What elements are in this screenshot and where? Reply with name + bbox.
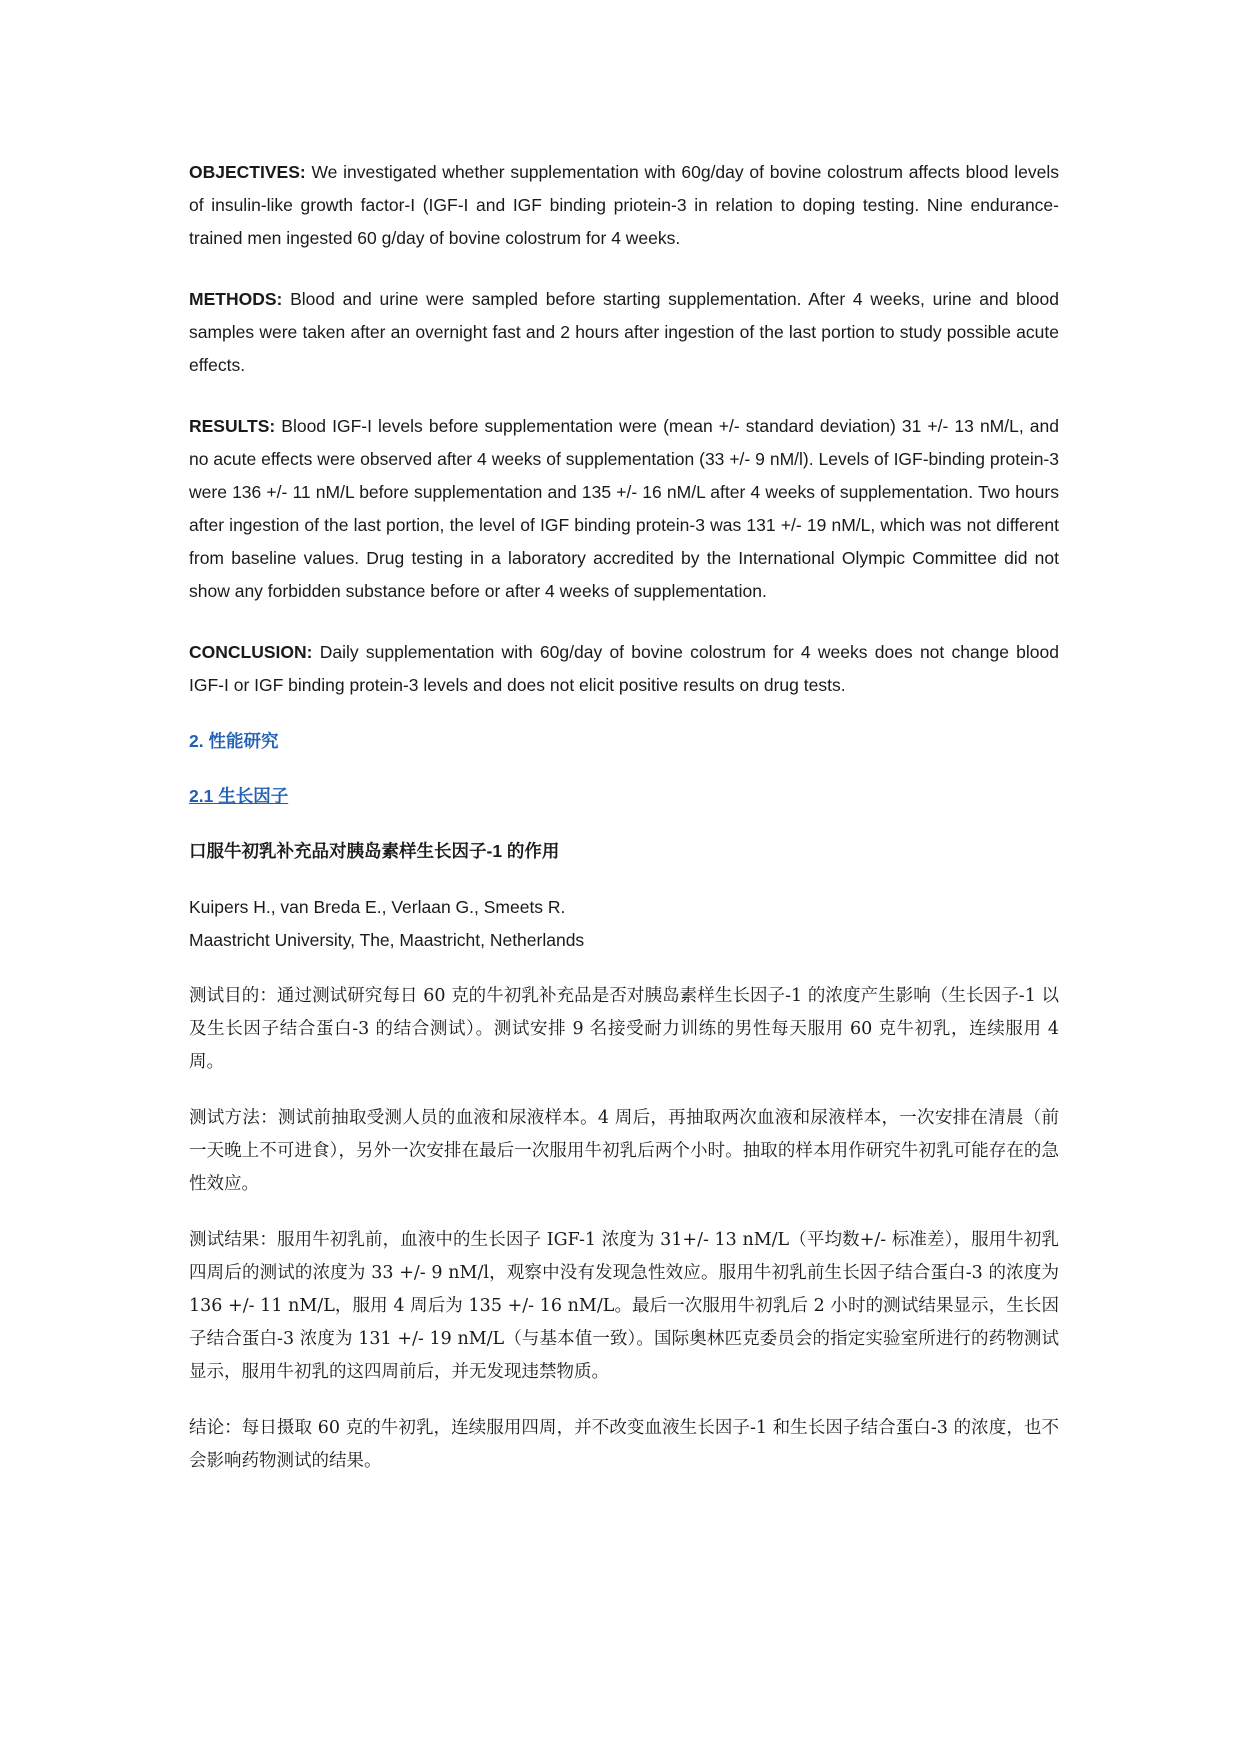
document-page: [189, 156, 1059, 1478]
conclusion-label: CONCLUSION:: [189, 642, 313, 662]
conclusion-text: Daily supplementation with 60g/day of bovine colostrum for 4 weeks does not change blood IGF-I or IGF binding protein-3 levels and does not elicit positive results on drug tests.: [189, 642, 1060, 695]
conclusion-paragraph: [189, 636, 1059, 702]
methods-paragraph: [189, 283, 1059, 382]
results-label: RESULTS:: [189, 416, 276, 436]
objectives-label: OBJECTIVES:: [189, 162, 306, 182]
article-title: 口服牛初乳补充品对胰岛素样生长因子-1 的作用: [189, 841, 560, 861]
affiliation: Maastricht University, The, Maastricht, Netherlands: [189, 930, 585, 950]
zh-conclusion-paragraph: 结论：每日摄取 60 克的牛初乳，连续服用四周，并不改变血液生长因子-1 和生长因子结合蛋白-3 的浓度，也不会影响药物测试的结果。: [189, 1418, 1059, 1471]
methods-label: METHODS:: [189, 289, 283, 309]
results-paragraph: [189, 410, 1059, 608]
subsection-heading-link[interactable]: 2.1 生长因子: [189, 786, 289, 806]
section-heading: 2. 性能研究: [189, 731, 279, 751]
results-text: Blood IGF-I levels before supplementation were (mean +/- standard deviation) 31 +/- 13 nM/L, and no acute effects were observed after 4 weeks of supplementation (33 +/- 9 nM/l). Levels of IGF-binding protein-3 were 136 +/- 11 nM/L before supplementation and 135 +/- 16 nM/L after 4 weeks of supplementation. Two hours after ingestion of the last portion, the level of IGF binding protein-3 was 131 +/- 19 nM/L, which was not different from baseline values. Drug testing in a laboratory accredited by the International Olympic Committee did not show any forbidden substance before or after 4 weeks of supplementation.: [189, 416, 1059, 601]
zh-methods-paragraph: 测试方法：测试前抽取受测人员的血液和尿液样本。4 周后，再抽取两次血液和尿液样本，一次安排在清晨（前一天晚上不可进食），另外一次安排在最后一次服用牛初乳后两个小时。抽取的样本用作研究牛初乳可能存在的急性效应。: [189, 1108, 1059, 1194]
zh-results-paragraph: 测试结果：服用牛初乳前，血液中的生长因子 IGF-1 浓度为 31+/- 13 nM/L（平均数+/- 标准差），服用牛初乳四周后的测试的浓度为 33 +/- 9 nM/l，观察中没有发现急性效应。服用牛初乳前生长因子结合蛋白-3 的浓度为 136 +/- 11 nM/L，服用 4 周后为 135 +/- 16 nM/L。最后一次服用牛初乳后 2 小时的测试结果显示，生长因子结合蛋白-3 浓度为 131 +/- 19 nM/L（与基本值一致）。国际奥林匹克委员会的指定实验室所进行的药物测试显示，服用牛初乳的这四周前后，并无发现违禁物质。: [189, 1230, 1059, 1382]
objectives-text: We investigated whether supplementation with 60g/day of bovine colostrum affects blood levels of insulin-like growth factor-I (IGF-I and IGF binding priotein-3 in relation to doping testing. Nine endurance-trained men ingested 60 g/day of bovine colostrum for 4 weeks.: [189, 162, 1059, 248]
author-block: [189, 891, 1059, 957]
zh-objectives-paragraph: 测试目的：通过测试研究每日 60 克的牛初乳补充品是否对胰岛素样生长因子-1 的浓度产生影响（生长因子-1 以及生长因子结合蛋白-3 的结合测试）。测试安排 9 名接受耐力训练的男性每天服用 60 克牛初乳，连续服用 4 周。: [189, 986, 1059, 1072]
authors: Kuipers H., van Breda E., Verlaan G., Smeets R.: [189, 897, 566, 917]
objectives-paragraph: [189, 156, 1059, 255]
methods-text: Blood and urine were sampled before starting supplementation. After 4 weeks, urine and blood samples were taken after an overnight fast and 2 hours after ingestion of the last portion to study possible acute effects.: [189, 289, 1059, 375]
